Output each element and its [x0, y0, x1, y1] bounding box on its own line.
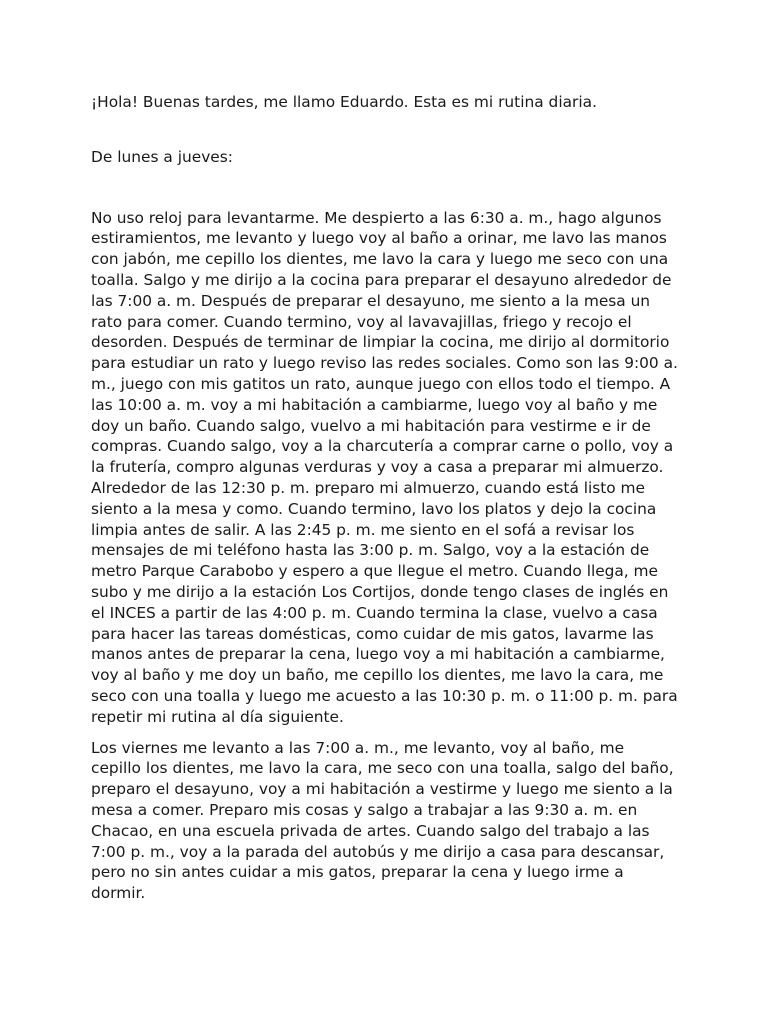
section-heading: De lunes a jueves:: [91, 147, 233, 166]
greeting-line: ¡Hola! Buenas tardes, me llamo Eduardo. Esta es mi rutina diaria.: [91, 93, 597, 111]
weekday-routine-paragraph: No uso reloj para levantarme. Me despierto a las 6:30 a. m., hago algunos estiramientos, me levanto y luego voy al baño a orinar, me lavo las manos con jabón, me cepillo los dientes, me lavo la cara y luego me seco con una toalla. Salgo y me dirijo a la cocina para preparar el desayuno alrededor de las 7:00 a. m. Después de preparar el desayuno, me siento a la mesa un rato para comer. Cuando termino, voy al lavavajillas, friego y recojo el desorden. Después de terminar de limpiar la cocina, me dirijo al dormitorio para estudiar un rato y luego reviso las redes sociales. Como son las 9:00 a. m., juego con mis gatitos un rato, aunque juego con ellos todo el tiempo. A las 10:00 a. m. voy a mi habitación a cambiarme, luego voy al baño y me doy un baño. Cuando salgo, vuelvo a mi habitación para vestirme e ir de compras. Cuando salgo, voy a la charcutería a comprar carne o pollo, voy a la frutería, compro algunas verduras y voy a casa a preparar mi almuerzo. Alrededor de las 12:30 p. m. preparo mi almuerzo, cuando está listo me siento a la mesa y como. Cuando termino, lavo los platos y dejo la cocina limpia antes de salir. A las 2:45 p. m. me siento en el sofá a revisar los mensajes de mi teléfono hasta las 3:00 p. m. Salgo, voy a la estación de metro Parque Carabobo y espero a que llegue el metro. Cuando llega, me subo y me dirijo a la estación Los Cortijos, donde tengo clases de inglés en el INCES a partir de las 4:00 p. m. Cuando termina la clase, vuelvo a casa para hacer las tareas domésticas, como cuidar de mis gatos, lavarme las manos antes de preparar la cena, luego voy a mi habitación a cambiarme, voy al baño y me doy un baño, me cepillo los dientes, me lavo la cara, me seco con una toalla y luego me acuesto a las 10:30 p. m. o 11:00 p. m. para repetir mi rutina al día siguiente.: [91, 208, 678, 726]
friday-routine-paragraph: Los viernes me levanto a las 7:00 a. m., me levanto, voy al baño, me cepillo los dientes, me lavo la cara, me seco con una toalla, salgo del baño, preparo el desayuno, voy a mi habitación a vestirme y luego me siento a la mesa a comer. Preparo mis cosas y salgo a trabajar a las 9:30 a. m. en Chacao, en una escuela privada de artes. Cuando salgo del trabajo a las 7:00 p. m., voy a la parada del autobús y me dirijo a casa para descansar, pero no sin antes cuidar a mis gatos, preparar la cena y luego irme a dormir.: [91, 738, 674, 903]
